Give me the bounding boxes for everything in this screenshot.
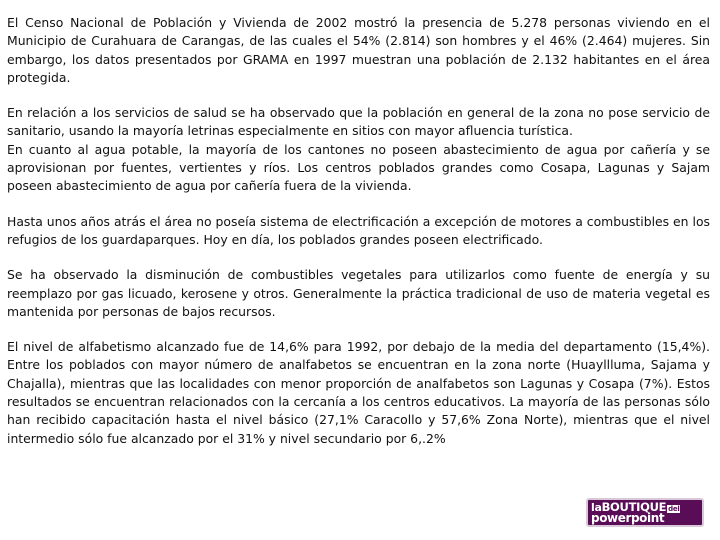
paragraph-water: En cuanto al agua potable, la mayoría de los cantones no poseen abastecimiento de agua por cañería y se aprovisionan por fuentes, vertientes y ríos. Los centros poblados grandes como Cosapa, Lagunas y Sajam poseen abastecimiento de agua por cañería fuera de la vivienda. xyxy=(7,141,710,194)
logo-suffix: del xyxy=(668,505,680,513)
paragraph-census: El Censo Nacional de Población y Vivienda de 2002 mostró la presencia de 5.278 personas viviendo en el Municipio de Curahuara de Carangas, de las cuales el 54% (2.814) son hombres y el 46% (2.464) mujeres. Sin embargo, los datos presentados por GRAMA en 1997 muestran una población de 2.132 habitantes en el área protegida. xyxy=(7,15,710,85)
logo-main: BOUTIQUE xyxy=(601,500,667,514)
logo-line-2: powerpoint xyxy=(591,511,665,525)
paragraph-fuel: Se ha observado la disminución de combustibles vegetales para utilizarlos como fuente de energía y su reemplazo por gas licuado, kerosene y otros. Generalmente la práctica tradicional de uso de materia vegetal es mantenida por personas de bajos recursos. xyxy=(7,267,710,319)
paragraph-literacy: El nivel de alfabetismo alcanzado fue de 14,6% para 1992, por debajo de la media del departamento (15,4%). Entre los poblados con mayor número de analfabetos se encuentran en la zona norte (Huayllluma, Sajama y Chajalla), mientras que las localidades con menor proporción de analfabetos son Lagunas y Cosapa (7%). Estos resultados se encuentran relacionados con la cercanía a los centros educativos. La mayoría de las personas sólo han recibido capacitación hasta el nivel básico (27,1% Caracollo y 57,6% Zona Norte), mientras que el nivel intermedio sólo fue alcanzado por el 31% y nivel secundario por 6,.2% xyxy=(7,339,710,446)
paragraph-electricity: Hasta unos años atrás el área no poseía sistema de electrificación a excepción de motores a combustibles en los refugios de los guardaparques. Hoy en día, los poblados grandes poseen electrificado. xyxy=(7,213,710,247)
document-body xyxy=(7,14,710,465)
paragraph-health: En relación a los servicios de salud se ha observado que la población en general de la zona no pose servicio de sanitario, usando la mayoría letrinas especialmente en sitios con mayor afluencia turística. xyxy=(7,105,710,139)
logo-prefix: la xyxy=(591,501,602,514)
boutique-powerpoint-logo xyxy=(586,498,704,527)
